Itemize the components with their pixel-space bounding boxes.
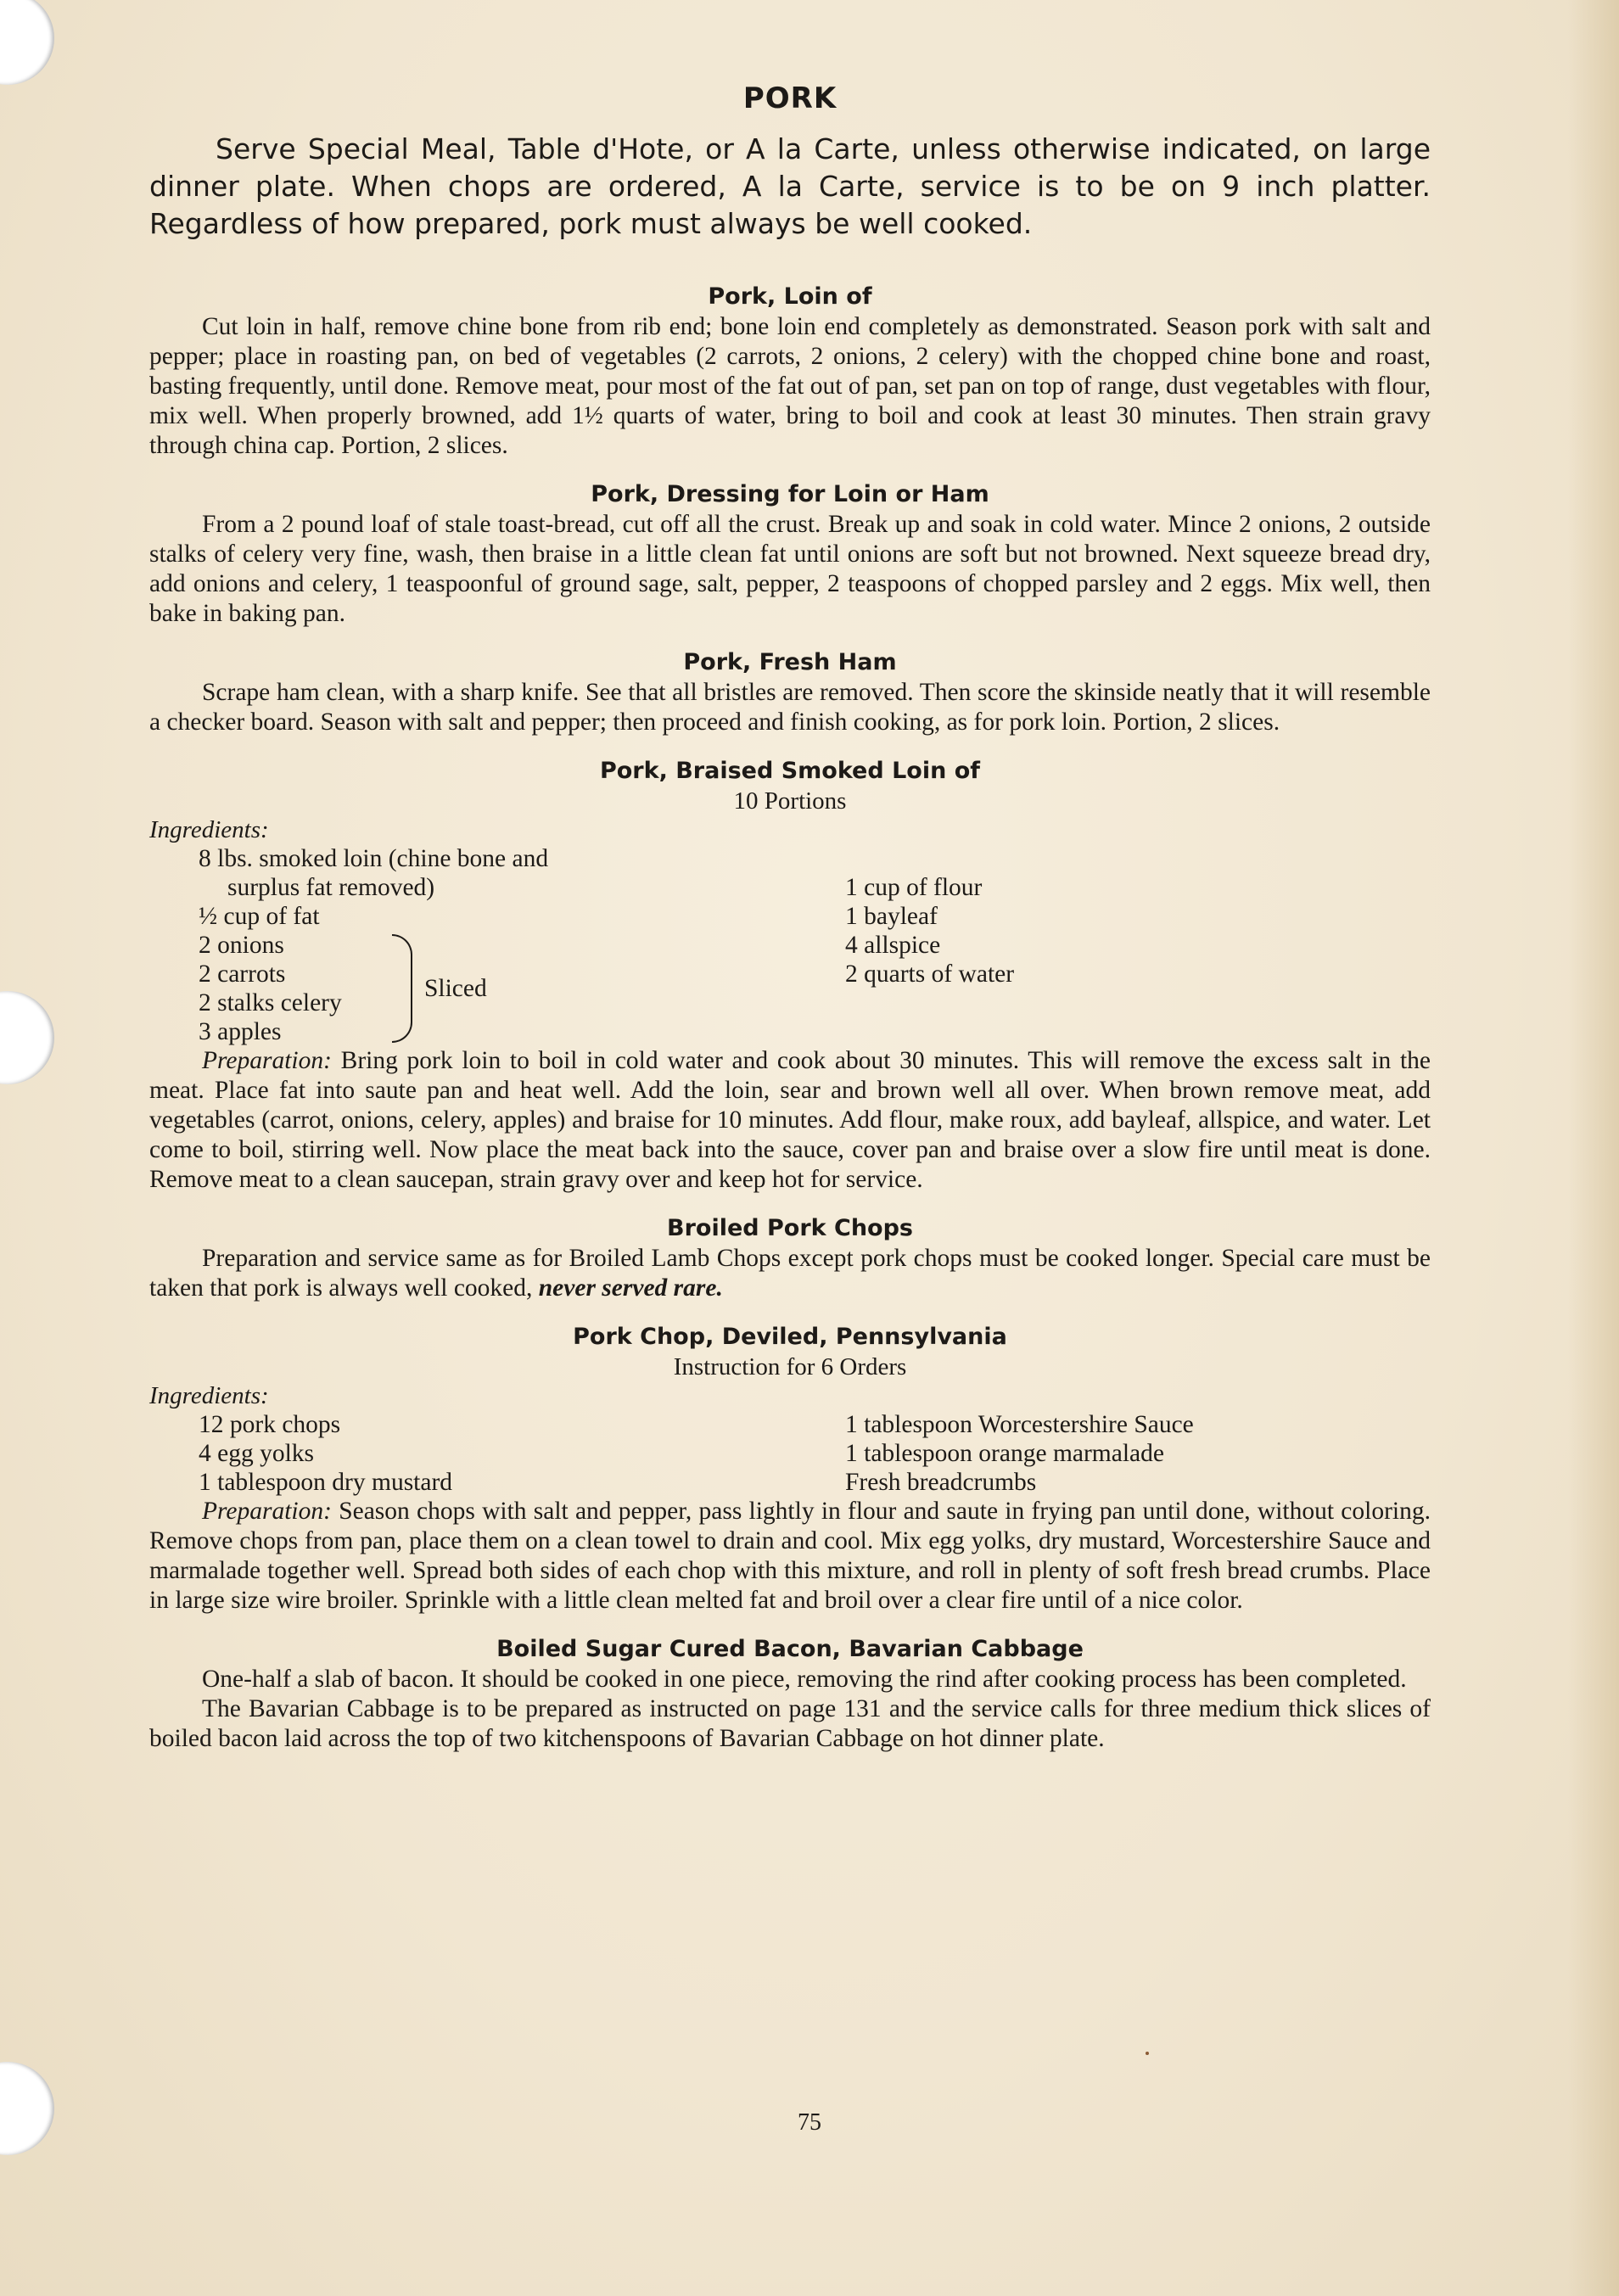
recipe-pork-loin (149, 282, 1431, 461)
recipe-fresh-ham (149, 647, 1431, 737)
recipe-title: Broiled Pork Chops (667, 1215, 913, 1241)
recipe-text: Cut loin in half, remove chine bone from rib end; bone loin end completely as demonstrated. Season pork with salt and pepper; place in roasting pan, on bed of vegetables (2 carrots, 2 onions, 2 celery) with the chopped chine bone and roast, basting frequently, until done. Remove meat, pour most of the fat out of pan, set pan on top of range, dust vegetables with flour, mix well. When properly browned, add 1½ quarts of water, bring to boil and cook at least 30 minutes. Then strain gravy through china cap. Portion, 2 slices. (149, 313, 1431, 459)
ingredient-item: 3 apples (199, 1018, 282, 1045)
ingredient-item: 4 allspice (845, 932, 941, 959)
ingredients-left-column (149, 1410, 845, 1497)
ingredient-item: 4 egg yolks (199, 1440, 315, 1467)
sliced-group (199, 931, 845, 1046)
ingredients-list (149, 844, 1431, 1046)
recipe-braised-smoked-loin (149, 756, 1431, 1195)
ingredients-right-column (845, 1410, 1431, 1497)
ingredients-label: Ingredients: (149, 816, 269, 843)
recipe-text: Scrape ham clean, with a sharp knife. See that all bristles are removed. Then score the skinside neatly that it will resemble a checker board. Season with salt and pepper; then proceed and finish cooking, as for pork loin. Portion, 2 slices. (149, 679, 1431, 736)
ingredient-item: 1 bayleaf (845, 903, 938, 930)
preparation-text (149, 1046, 1431, 1195)
recipe-text: One-half a slab of bacon. It should be cooked in one piece, removing the rind after cooking process has been completed. (202, 1666, 1407, 1693)
page-title: PORK (742, 81, 838, 115)
ingredient-item: 1 tablespoon dry mustard (199, 1469, 453, 1496)
preparation-text (149, 1497, 1431, 1616)
recipe-boiled-bacon (149, 1634, 1431, 1754)
recipe-pork-dressing (149, 479, 1431, 629)
ingredient-item: 8 lbs. smoked loin (chine bone and (199, 845, 549, 872)
sliced-label: Sliced (424, 975, 487, 1002)
intro-paragraph: Serve Special Meal, Table d'Hote, or A la Carte, unless otherwise indicated, on large dinner plate. When chops are ordered, A la Carte, service is to be on 9 inch platter. Regardless of how prepared, pork must always be well cooked. (149, 132, 1431, 240)
preparation-body: Season chops with salt and pepper, pass lightly in flour and saute in frying pan until done, without coloring. Remove chops from pan, place them on a clean towel to drain and cool. Mix egg yolks, dry mustard, Worcestershire Sauce and marmalade together well. Spread both sides of each chop with this mixture, and roll in plenty of soft fresh bread crumbs. Place in large size wire broiler. Sprinkle with a little clean melted fat and broil over a clear fire until of a nice color. (149, 1498, 1431, 1614)
recipe-yield: Instruction for 6 Orders (673, 1353, 907, 1380)
ingredient-item: 12 pork chops (199, 1411, 341, 1438)
paper-speck (1146, 2052, 1149, 2055)
recipe-text: The Bavarian Cabbage is to be prepared as instructed on page 131 and the service calls for three medium thick slices of boiled bacon laid across the top of two kitchenspoons of Bavarian Cabbage on hot dinner plate. (149, 1695, 1431, 1752)
recipe-title: Pork, Loin of (708, 283, 872, 310)
ingredient-item: 2 carrots (199, 960, 286, 988)
ingredient-item: surplus fat removed) (227, 874, 435, 901)
ingredients-left-column (149, 844, 845, 1046)
ingredient-item: ½ cup of fat (199, 903, 320, 930)
brace-symbol (392, 934, 412, 1043)
ingredients-label: Ingredients: (149, 1382, 269, 1409)
ingredient-item: 1 cup of flour (845, 874, 983, 901)
page-number: 75 (798, 2109, 821, 2136)
page-content (149, 81, 1431, 1754)
page-edge-shadow (1568, 0, 1619, 2296)
preparation-body: Bring pork loin to boil in cold water and cook about 30 minutes. This will remove the excess salt in the meat. Place fat into saute pan and heat well. Add the loin, sear and brown well all over. When brown remove meat, add vegetables (carrot, onions, celery, apples) and braise for 10 minutes. Add flour, make roux, add bayleaf, allspice, and water. Let come to boil, stirring well. Now place the meat back into the sauce, cover pan and braise over a slow fire until meat is done. Remove meat to a clean saucepan, strain gravy over and keep hot for service. (149, 1047, 1431, 1193)
ingredient-item: Fresh breadcrumbs (845, 1469, 1037, 1496)
ingredient-item: 1 tablespoon orange marmalade (845, 1440, 1164, 1467)
recipe-title: Boiled Sugar Cured Bacon, Bavarian Cabbage (496, 1636, 1084, 1662)
recipe-body: Preparation and service same as for Broiled Lamb Chops except pork chops must be cooked longer. Special care must be taken that pork is always well cooked, (149, 1245, 1431, 1302)
recipe-title: Pork, Dressing for Loin or Ham (591, 481, 989, 507)
recipe-title: Pork, Braised Smoked Loin of (599, 758, 981, 784)
ingredient-item: 1 tablespoon Worcestershire Sauce (845, 1411, 1194, 1438)
ingredients-list (149, 1410, 1431, 1497)
ingredient-item: 2 quarts of water (845, 960, 1015, 988)
ingredient-item: 2 onions (199, 932, 284, 959)
recipe-title: Pork Chop, Deviled, Pennsylvania (573, 1324, 1007, 1350)
preparation-label: Preparation: (202, 1498, 332, 1525)
ingredient-item: 2 stalks celery (199, 989, 342, 1016)
recipe-title: Pork, Fresh Ham (683, 649, 897, 675)
emphasis-text: never served rare. (538, 1274, 723, 1302)
recipe-yield: 10 Portions (733, 787, 847, 815)
recipe-broiled-pork-chops (149, 1213, 1431, 1303)
recipe-text: From a 2 pound loaf of stale toast-bread, cut off all the crust. Break up and soak in cold water. Mince 2 onions, 2 outside stalks of celery very fine, wash, then braise in a little clean fat until onions are soft but not browned. Next squeeze bread dry, add onions and celery, 1 teaspoonful of ground sage, salt, pepper, 2 teaspoons of chopped parsley and 2 eggs. Mix well, then bake in baking pan. (149, 511, 1431, 627)
preparation-label: Preparation: (202, 1047, 332, 1074)
recipe-text (149, 1244, 1431, 1303)
ingredients-right-column (845, 844, 1431, 1046)
recipe-deviled-pork-chop (149, 1322, 1431, 1616)
